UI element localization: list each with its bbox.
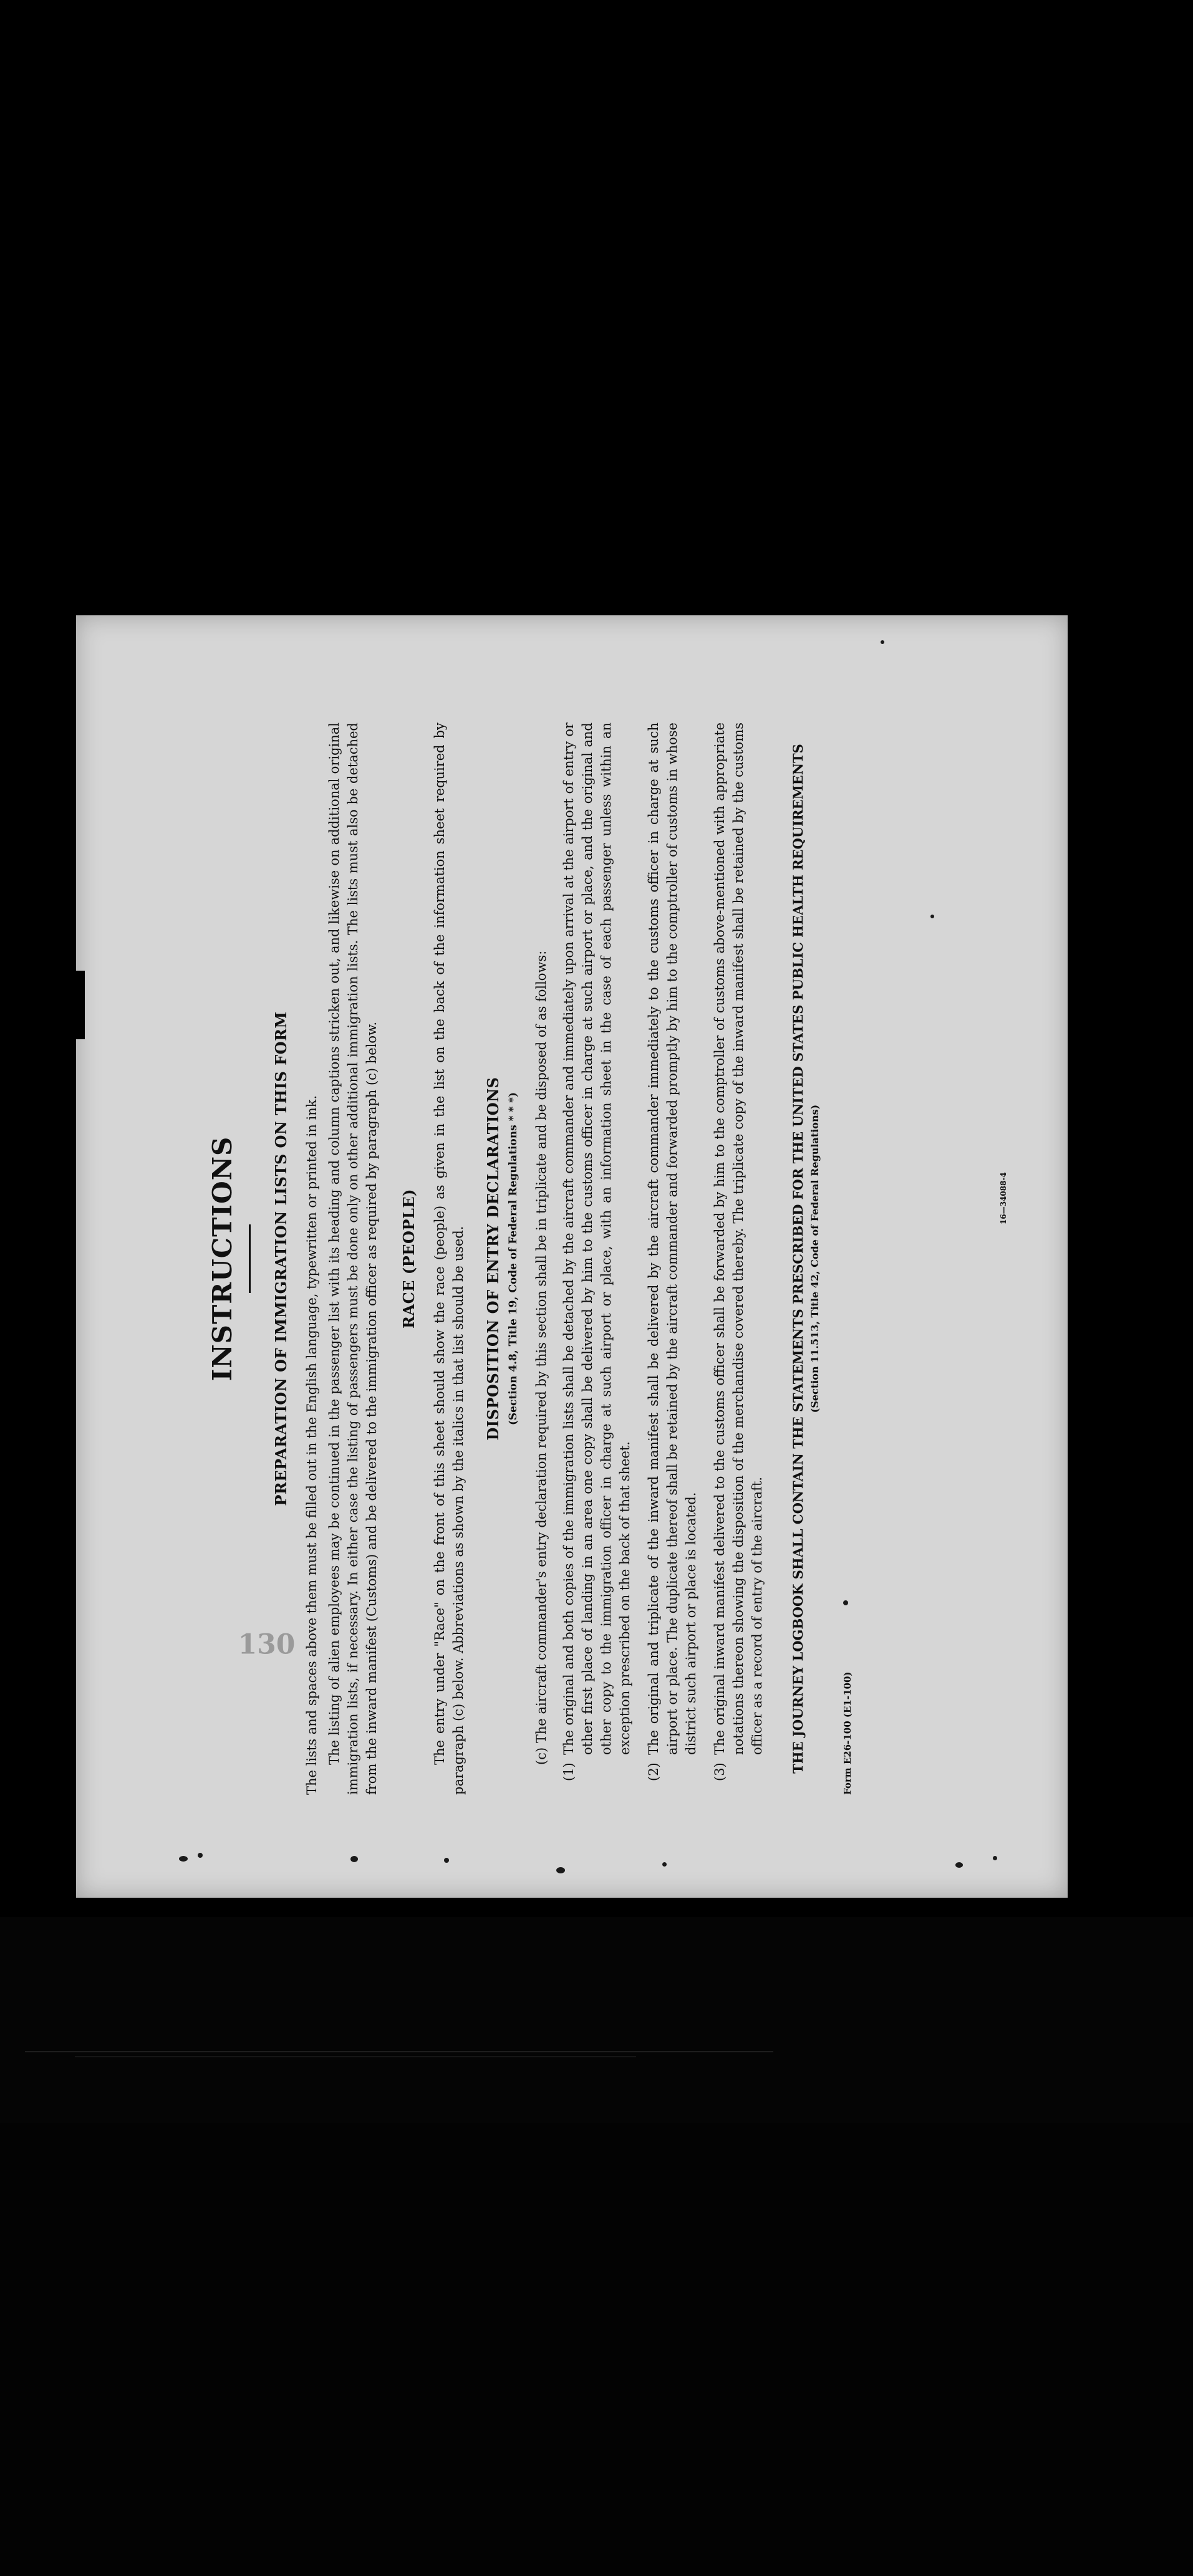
film-band-lower [0, 2123, 1193, 2576]
section-heading-immigration-lists: PREPARATION OF IMMIGRATION LISTS ON THIS FORM [272, 1011, 290, 1506]
closing-citation: (Section 11.513, Title 42, Code of Federal Regulations) [809, 1104, 821, 1413]
form-number: 16—34088-4 [999, 1172, 1008, 1224]
paragraph-race-entry: The entry under "Race" on the front of this sheet should show the race (people) as given in the list on the back of the information sheet required by paragraph (c) below. Abbreviations as shown by the italics in that list should be used. [432, 723, 466, 1795]
faded-stamp: 130 [238, 1628, 296, 1661]
page-title: INSTRUCTIONS [207, 1136, 238, 1382]
list-item-number: (1) [561, 1762, 576, 1781]
closing-statement: THE JOURNEY LOGBOOK SHALL CONTAIN THE STATEMENTS PRESCRIBED FOR THE UNITED STATES PUBLIC HEALTH REQUIREMENTS [790, 744, 806, 1774]
document-sheet [76, 615, 1068, 1898]
paragraph-entry-declaration: (c) The aircraft commander's entry declaration required by this section shall be in triplicate and be disposed of as follows: [534, 950, 549, 1765]
form-label: Form E26-100 (E1-100) [842, 1671, 853, 1795]
paragraph-lists-language: The lists and spaces above them must be filled out in the English language, typewritten or printed in ink. [304, 1095, 319, 1795]
list-item-number: (2) [646, 1762, 661, 1781]
list-item-text: The original and both copies of the immigration lists shall be detached by the aircraft commander and immediately upon arrival at the airport of entry or other first place of landing in an area one copy shall be delivered by him to the customs officer in charge at such airport or place, and the original and other copy to the immigration officer in charge at such airport or place, with an information sheet in the case of each passenger unless within an exception prescribed on the back of that sheet. [561, 723, 632, 1755]
list-item [644, 723, 700, 1795]
film-scratch [75, 2056, 636, 2057]
section-citation: (Section 4.8, Title 19, Code of Federal Regulations * * *) [507, 1092, 519, 1426]
title-underline [249, 1224, 251, 1293]
rotated-page [76, 615, 1068, 1898]
film-band-upper [0, 1917, 1193, 2123]
paragraph-alien-employees: The listing of alien employees may be continued in the passenger list with its heading and column captions stricken out, and likewise on additional original immigration lists, if necessary. In either case the listing of passengers must be done only on other additional immigration lists. The lists must also be detached from the inward manifest (Customs) and be delivered to the immigration officer as required by paragraph (c) below. [327, 723, 379, 1795]
list-item [559, 723, 634, 1795]
list-item [710, 723, 766, 1795]
instructions-content [207, 723, 853, 1795]
section-heading-race: RACE (PEOPLE) [400, 1189, 418, 1329]
film-scratch [25, 2051, 773, 2052]
list-item-number: (3) [712, 1762, 727, 1781]
list-item-text: The original and triplicate of the inward manifest shall be delivered by the aircraft commander immediately to the customs officer in charge at such airport or place. The duplicate thereof shall be retained by the aircraft commander and forwarded promptly by him to the comptroller of customs in whose district such airport or place is located. [646, 723, 698, 1755]
list-item-text: The original inward manifest delivered to the customs officer shall be forwarded by him to the comptroller of customs above-mentioned with appropriate notations thereon showing the disposition of the merchandise covered thereby. The triplicate copy of the inward manifest shall be retained by the customs officer as a record of entry of the aircraft. [712, 723, 765, 1755]
section-heading-disposition: DISPOSITION OF ENTRY DECLARATIONS [484, 1077, 502, 1441]
